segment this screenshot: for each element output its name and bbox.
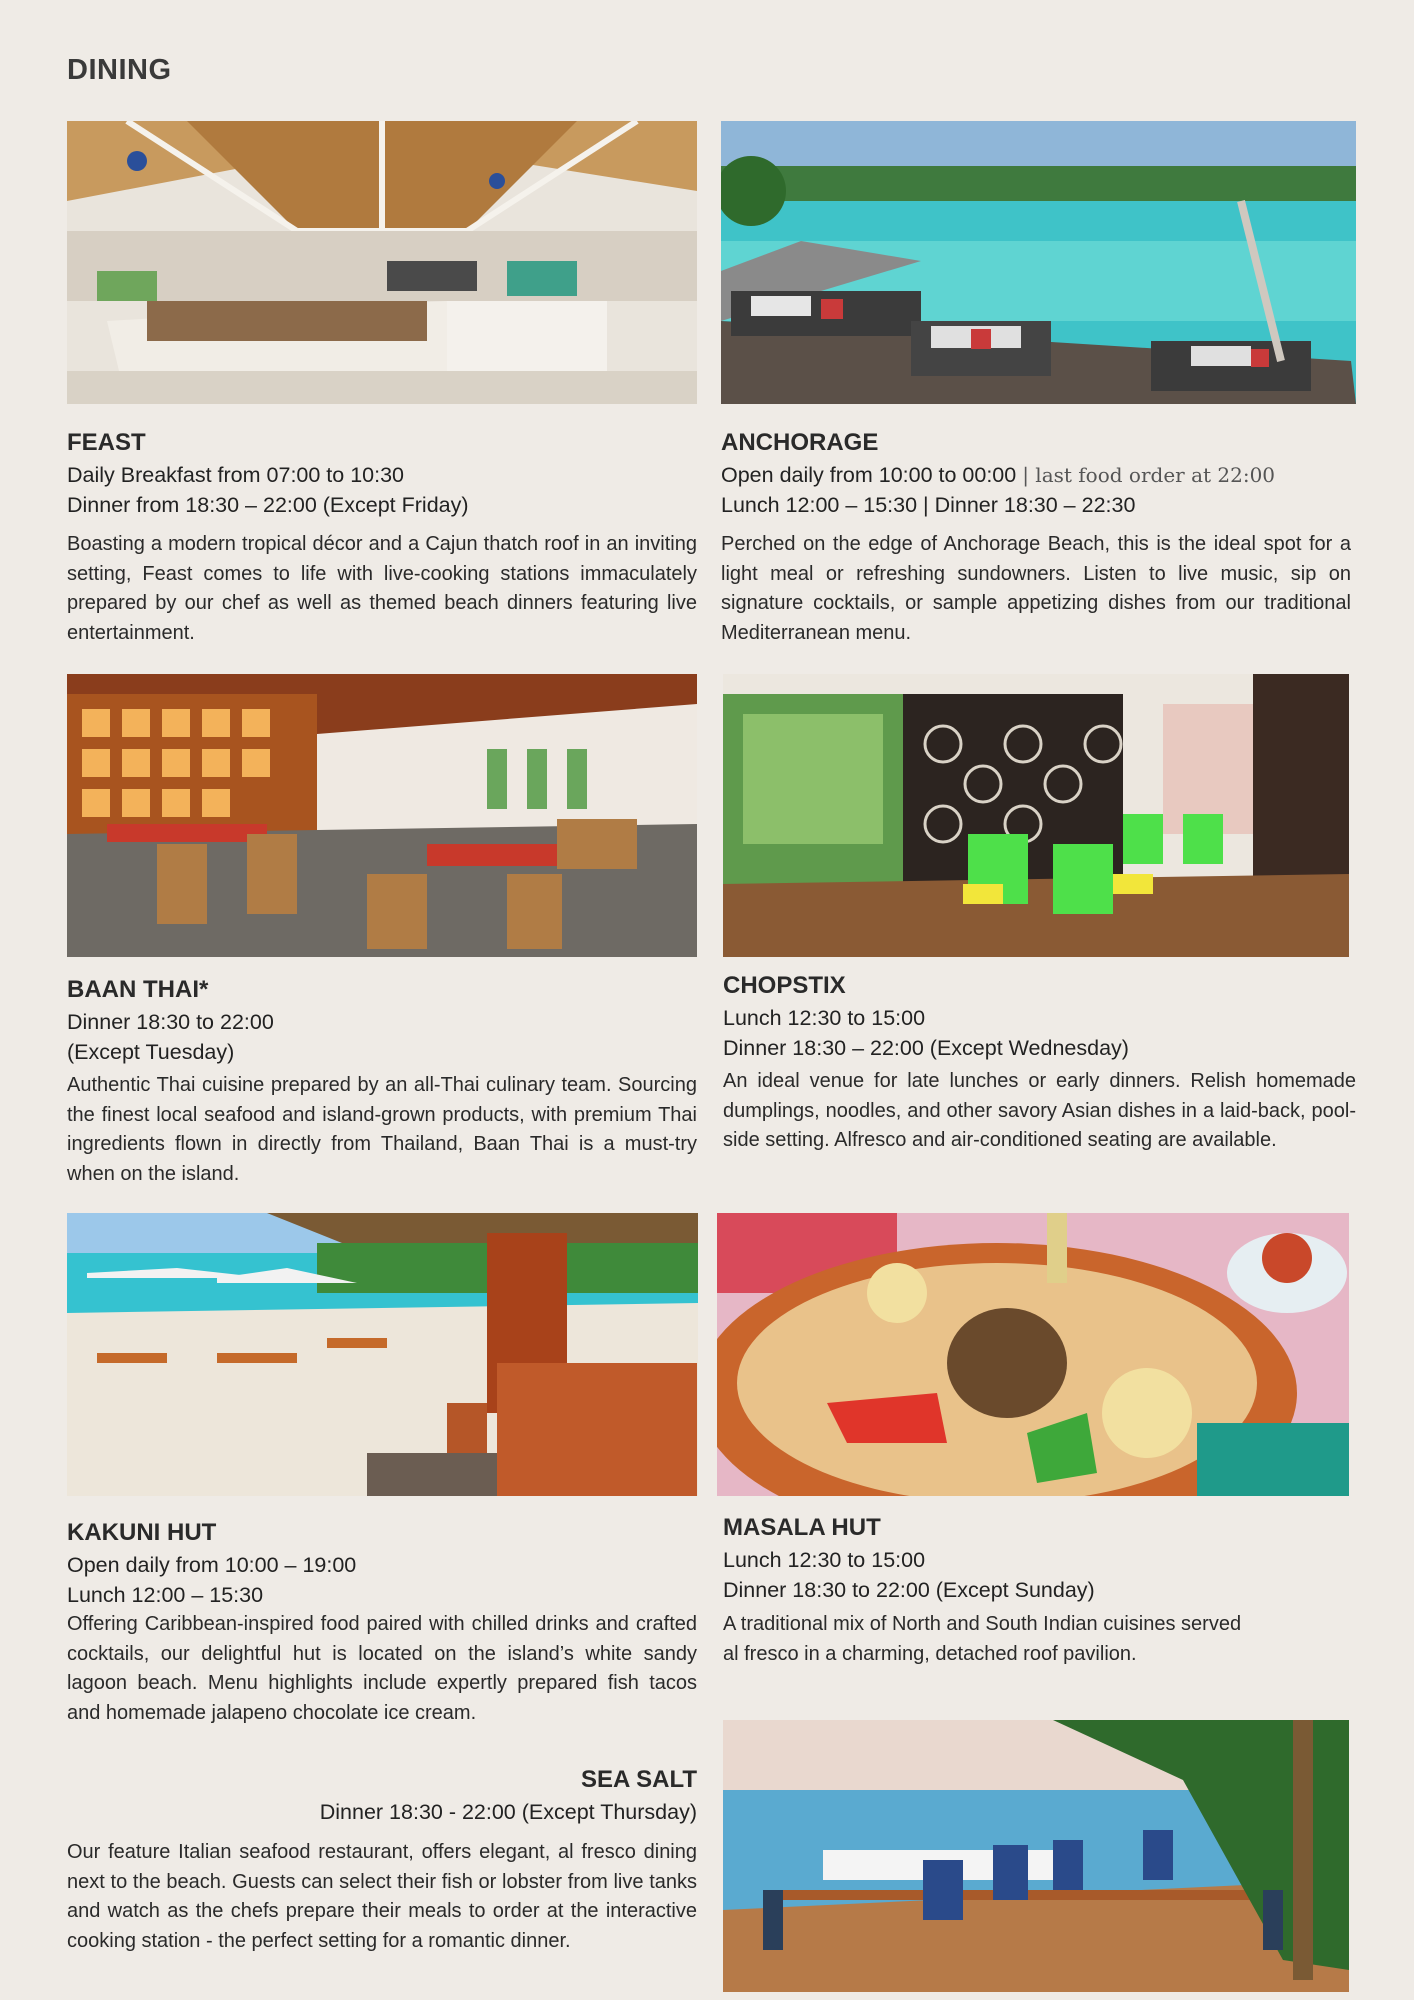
restaurant-description: Boasting a modern tropical décor and a Cajun thatch roof in an inviting setting, Feast comes to life with live-cooking stations immaculately prepared by our chef as well as themed beach dinners featuring live entertainment. bbox=[67, 533, 697, 644]
restaurant-description: Perched on the edge of Anchorage Beach, this is the ideal spot for a light meal or refreshing sundowners. Listen to live music, sip on signature cocktails, or sample appetizing dishes from our traditional Mediterranean menu. bbox=[721, 533, 1351, 644]
sea-salt-section bbox=[67, 1838, 697, 1956]
kakuni-hut-section bbox=[67, 1518, 697, 1728]
restaurant-name: ANCHORAGE bbox=[721, 429, 879, 456]
description-line: A traditional mix of North and South Indian cuisines served bbox=[723, 1613, 1242, 1635]
anchorage-photo bbox=[721, 121, 1356, 404]
feast-section bbox=[67, 428, 697, 648]
sea-salt-photo bbox=[723, 1720, 1349, 1992]
restaurant-description: An ideal venue for late lunches or early dinners. Relish homemade dumplings, noodles, and other savory Asian dishes in a laid-back, pool-side setting. Alfresco and air-conditioned seating are available. bbox=[723, 1070, 1356, 1151]
restaurant-name: MASALA HUT bbox=[723, 1514, 881, 1541]
masala-hut-photo bbox=[717, 1213, 1349, 1496]
last-order-note: | last food order at 22:00 bbox=[1022, 463, 1276, 487]
restaurant-name: CHOPSTIX bbox=[723, 972, 846, 999]
restaurant-hours-main: Open daily from 10:00 to 00:00 bbox=[721, 463, 1017, 487]
restaurant-hours: Dinner 18:30 – 22:00 (Except Wednesday) bbox=[723, 1035, 1129, 1060]
page-title: DINING bbox=[67, 54, 172, 86]
chopstix-section bbox=[723, 971, 1356, 1156]
restaurant-hours: Lunch 12:00 – 15:30 bbox=[67, 1582, 264, 1607]
restaurant-name: FEAST bbox=[67, 429, 146, 456]
restaurant-hours: Dinner 18:30 to 22:00 (Except Sunday) bbox=[723, 1577, 1095, 1602]
restaurant-description: Our feature Italian seafood restaurant, offers elegant, al fresco dining next to the beach. Guests can select their fish or lobster from live tanks and watch as the chefs prepare their meals to order at the interactive cooking station - the perfect setting for a romantic dinner. bbox=[67, 1841, 697, 1952]
restaurant-description: Authentic Thai cuisine prepared by an all-Thai culinary team. Sourcing the finest local seafood and island-grown products, with premium Thai ingredients flown in directly from Thailand, Baan Thai is a must-try when on the island. bbox=[67, 1074, 697, 1185]
masala-hut-section bbox=[723, 1513, 1353, 1669]
chopstix-photo bbox=[723, 674, 1349, 957]
restaurant-name: BAAN THAI* bbox=[67, 976, 209, 1003]
anchorage-section bbox=[721, 428, 1351, 648]
restaurant-hours: Open daily from 10:00 – 19:00 bbox=[67, 1553, 357, 1577]
restaurant-name: KAKUNI HUT bbox=[67, 1519, 217, 1546]
restaurant-hours: Lunch 12:30 to 15:00 bbox=[723, 1548, 926, 1572]
restaurant-hours: Dinner 18:30 to 22:00 bbox=[67, 1010, 274, 1034]
sea-salt-header bbox=[67, 1765, 697, 1828]
restaurant-hours: Daily Breakfast from 07:00 to 10:30 bbox=[67, 463, 405, 487]
restaurant-hours: Dinner 18:30 - 22:00 (Except Thursday) bbox=[319, 1800, 697, 1824]
restaurant-hours: Lunch 12:30 to 15:00 bbox=[723, 1006, 926, 1030]
kakuni-hut-photo bbox=[67, 1213, 698, 1496]
baan-thai-photo bbox=[67, 674, 697, 957]
restaurant-hours: Lunch 12:00 – 15:30 | Dinner 18:30 – 22:30 bbox=[721, 492, 1136, 517]
feast-photo bbox=[67, 121, 697, 404]
restaurant-hours bbox=[721, 461, 1351, 491]
baan-thai-section bbox=[67, 975, 697, 1189]
restaurant-name: SEA SALT bbox=[580, 1766, 697, 1793]
description-line: al fresco in a charming, detached roof pavilion. bbox=[723, 1642, 1137, 1665]
restaurant-hours: Dinner from 18:30 – 22:00 (Except Friday) bbox=[67, 492, 469, 517]
restaurant-description bbox=[723, 1610, 1353, 1669]
restaurant-hours: (Except Tuesday) bbox=[67, 1039, 235, 1064]
restaurant-description: Offering Caribbean-inspired food paired with chilled drinks and crafted cocktails, our delightful hut is located on the island’s white sandy lagoon beach. Menu highlights include expertly prepared fish tacos and homemade jalapeno chocolate ice cream. bbox=[67, 1613, 697, 1724]
